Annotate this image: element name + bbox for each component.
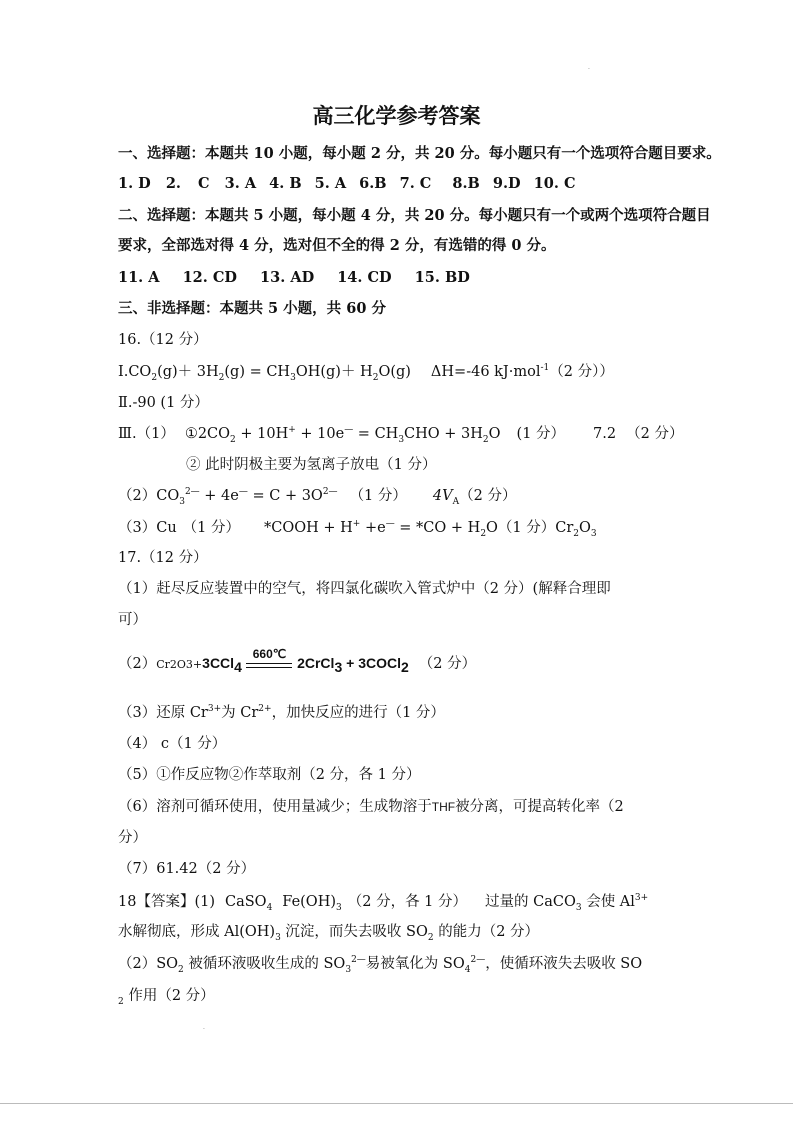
answer-1: 1. D [118,175,151,192]
answer-7: 7. C [399,175,432,192]
answer-15: 15. BD [414,269,470,286]
page-bottom-border [0,1103,793,1104]
reaction-condition-arrow [246,647,292,674]
section-2-answers [118,268,470,288]
answer-14: 14. CD [337,269,392,286]
answer-9: 9.D [492,175,521,192]
q16-part-iii-1: Ⅲ.（1） $①2CO_2 + 10H^+ + 10e^— = CH_3CHO + 3H_2O$ (1 分） 7.2 （2 分） [118,425,684,445]
page-speck-2: . [203,1024,205,1031]
answer-11: 11. A [118,269,160,286]
q17-part-6-line2: 分） [118,830,147,846]
reaction-temperature: 660℃ [252,647,287,661]
section-2-heading-line2: 要求，全部选对得 4 分，选对但不全的得 2 分，有选错的得 0 分。 [118,237,556,254]
answer-3: 3. A [224,175,257,192]
q16-part-iii-3: （3）Cu （1 分） *COOH + $H^+ +e^— = *CO + H_2O(1$ 分）$Cr_2O_3$ [118,519,597,539]
answer-2-val: C [198,175,210,192]
q16-part-iii-note: ② 此时阴极主要为氢离子放电（1 分） [186,457,437,473]
answer-13: 13. AD [260,269,315,286]
section-1-heading: 一、选择题：本题共 10 小题，每小题 2 分，共 20 分。每小题只有一个选项符合题目要求。 [118,145,721,162]
section-2-heading-line1: 二、选择题：本题共 5 小题，每小题 4 分，共 20 分。每小题只有一个或两个选项符合题目 [118,207,711,224]
page-speck: . [588,64,590,71]
q18-part-2-line1: $(2)SO_2$ 被循环液吸收生成的 $SO_3^{2—}$易被氧化为 $SO_4^{2—}$，使循环液失去吸收 SO [118,955,643,975]
q17-heading: 17.（12 分） [118,550,208,566]
answer-6: 6.B [359,175,387,192]
q16-part-i: $Ⅰ.CO_2(g)+ 3H_2(g) = CH_3OH(g)+ H_2O(g)$ ΔH=-46 kJ·mol$^{-1}$（2 分）） [118,363,614,383]
answer-8: 8.B [452,175,480,192]
answer-2-num: 2. [165,175,181,192]
answer-12: 12. CD [182,269,237,286]
q17-part-7: （7）61.42（2 分） [118,861,256,877]
q18-part-1-line2: 水解彻底，形成 $Al(OH)_3$ 沉淀，而失去吸收 $SO_2$ 的能力（2 分） [118,924,540,943]
page-title: 高三化学参考答案 [312,103,481,128]
answer-10: 10. C [533,175,576,192]
q17-part-1-line1: （1）赶尽反应装置中的空气，将四氯化碳吹入管式炉中（2 分）(解释合理即 [118,581,611,597]
q17-part-2-equation: （2）Cr2O3+3CCl$_4$ 660℃ 2CrCl$_3$ + 3COCl$_2$ （2 分） [118,653,476,675]
q17-part-3: （3）还原 $Cr^{3+}$为 $Cr^{2+}$，加快反应的进行（1 分） [118,704,445,721]
answer-4: 4. B [269,175,302,192]
q17-part-6-line1: （6）溶剂可循环使用，使用量减少；生成物溶于THF被分离，可提高转化率（2 [118,799,624,815]
section-3-heading: 三、非选择题：本题共 5 小题，共 60 分 [118,300,386,317]
q16-part-ii: Ⅱ.-90 (1 分） [118,395,209,411]
q18-part-2-line2: $_2$ 作用（2 分） [118,988,215,1007]
section-1-answers [118,174,576,194]
answer-5: 5. A [314,175,347,192]
q16-heading: 16.（12 分） [118,332,208,348]
q18-part-1-line1: 18【答案】(1) CaSO$_4$ $Fe(OH)_3$ （2 分，各 1 分） 过量的 CaCO$_3$ 会使 $Al^{3+}$ [118,893,649,913]
q17-part-4: （4） c（1 分） [118,736,227,752]
q17-part-1-line2: 可） [118,612,147,628]
q16-part-iii-2: $(2)CO_3^{2—} + 4e^— = C + 3O^{2—}$ （1 分） $4V_A(2$ 分） [118,487,517,507]
q17-part-5: （5）①作反应物②作萃取剂（2 分，各 1 分） [118,767,421,783]
